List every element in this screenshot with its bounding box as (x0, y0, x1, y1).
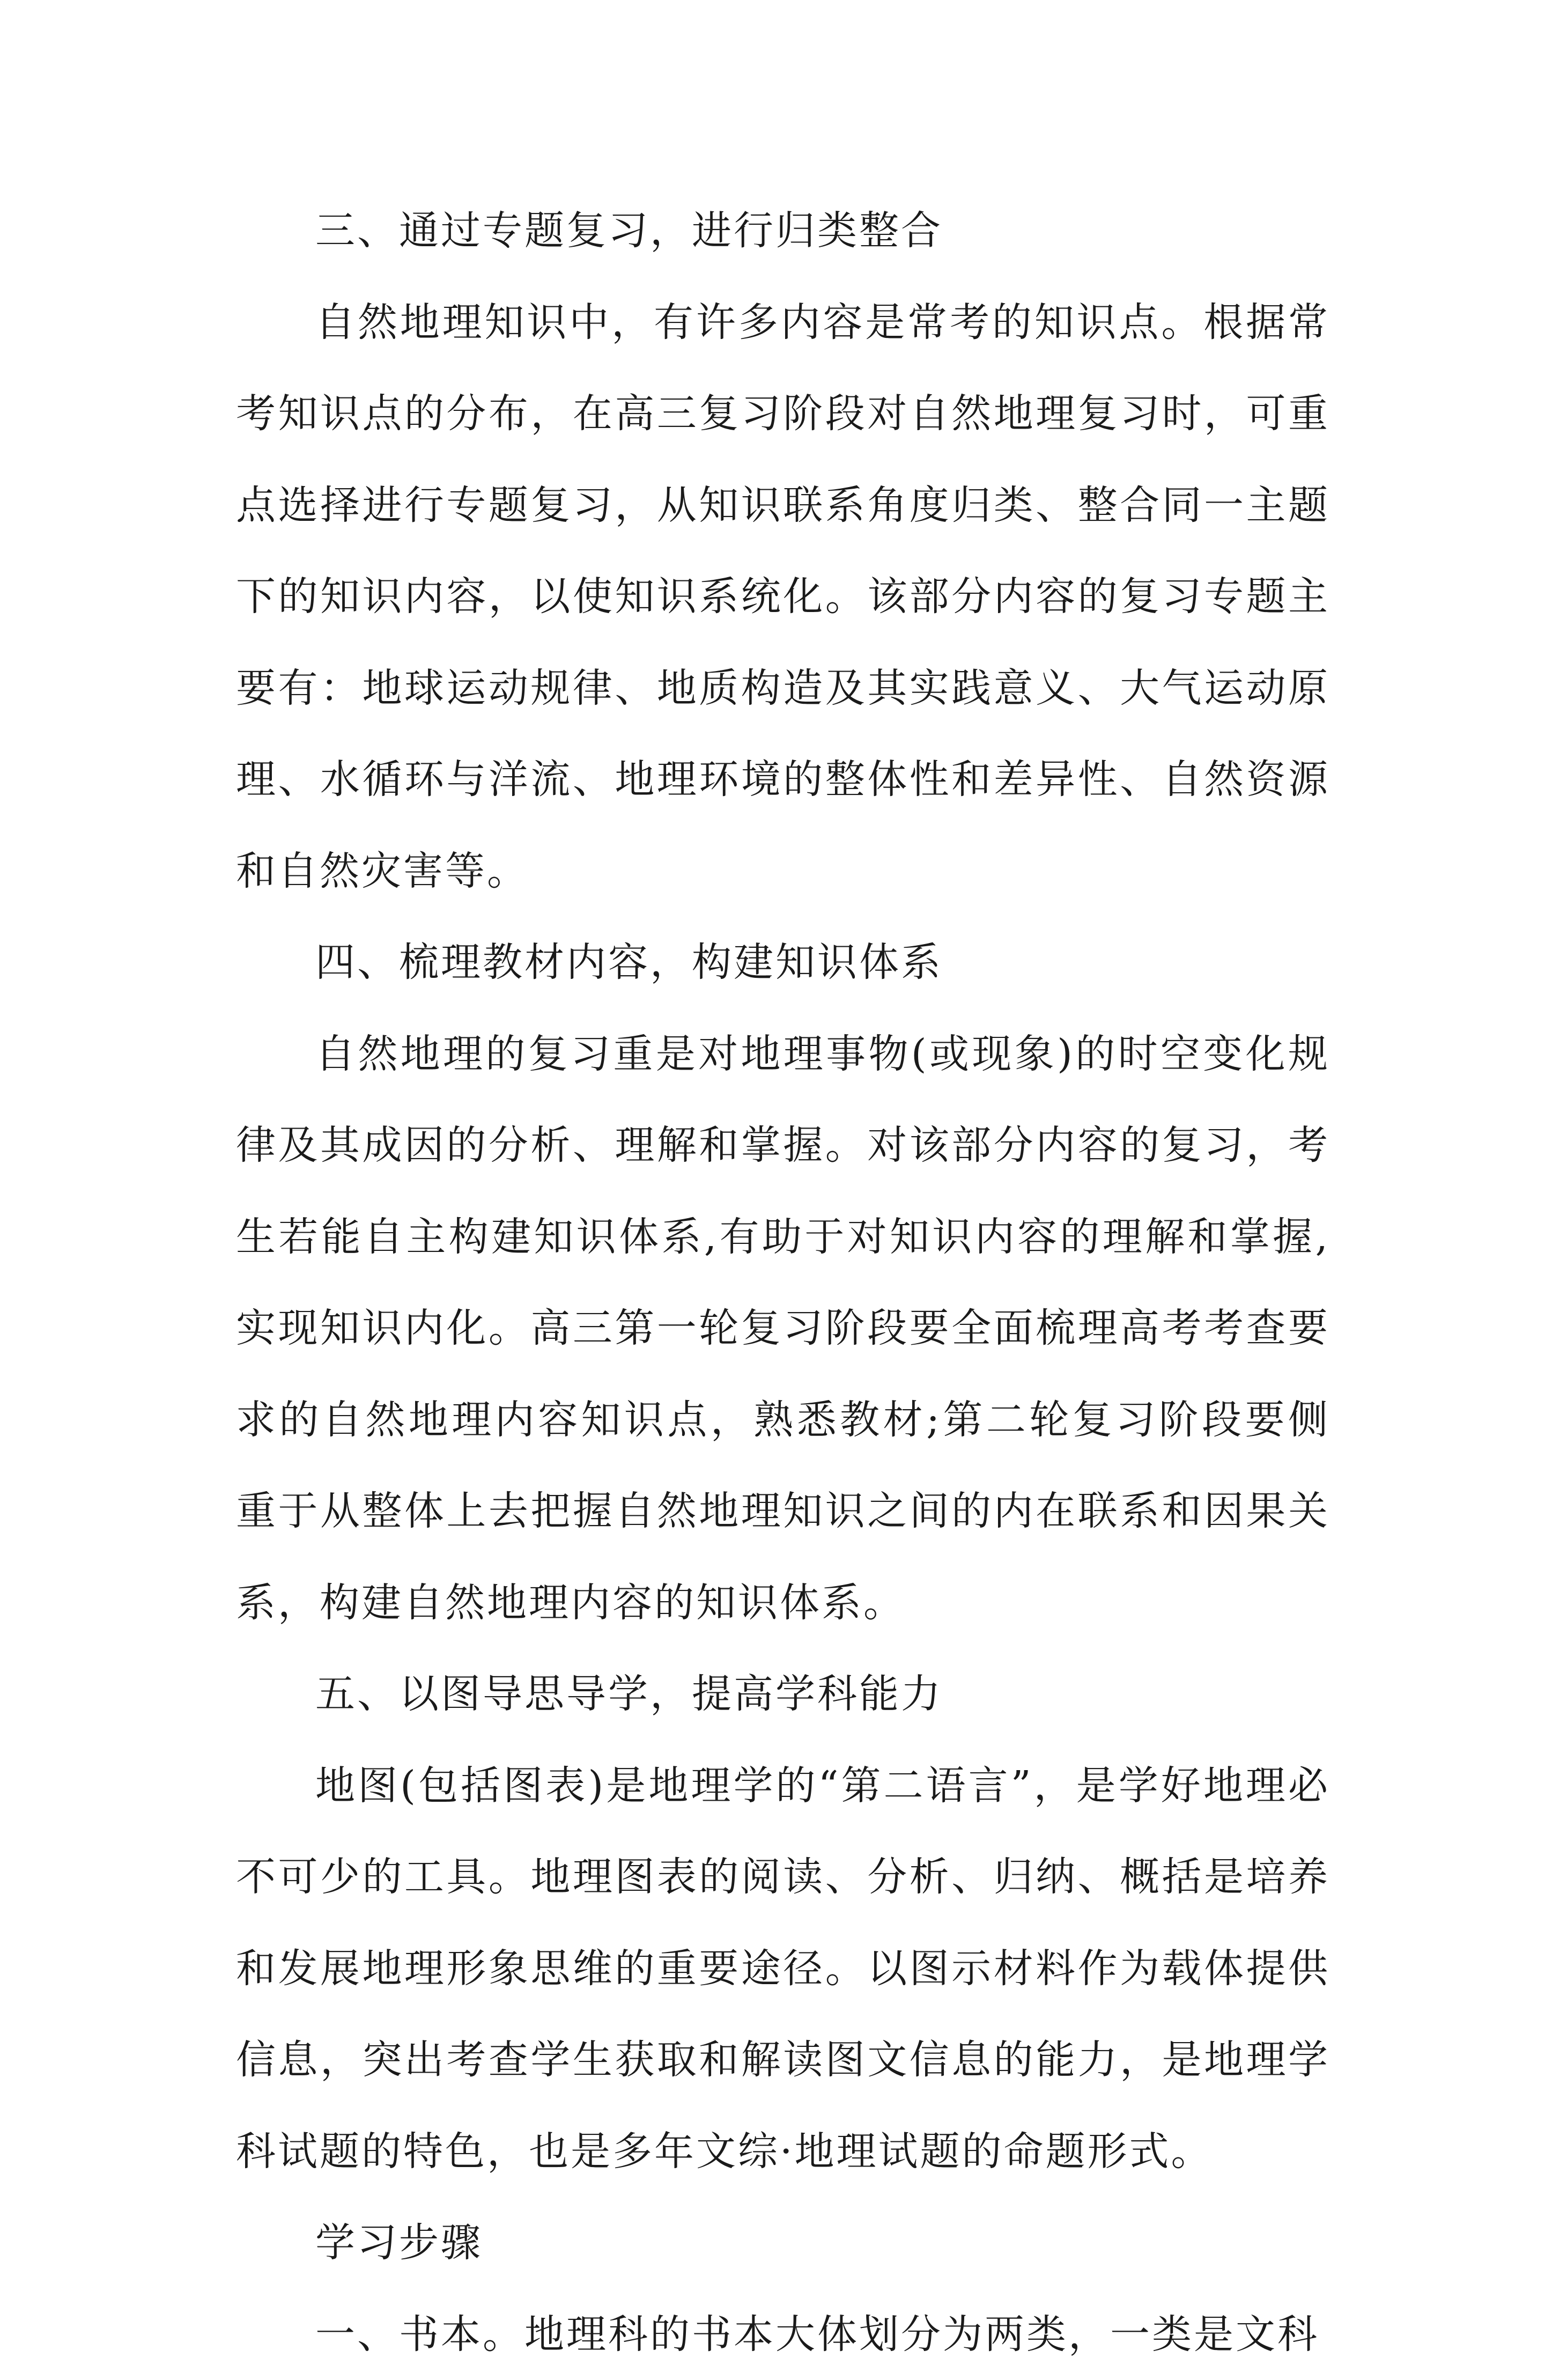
document-body (236, 185, 1330, 2380)
paragraph-maps: 地图(包括图表)是地理学的“第二语言”，是学好地理必不可少的工具。地理图表的阅读、分析、归纳、概括是培养和发展地理形象思维的重要途径。以图示材料作为载体提供信息，突出考查学生获取和解读图文信息的能力，是地理学科试题的特色，也是多年文综·地理试题的命题形式。 (236, 1740, 1330, 2198)
section-heading-study-steps: 学习步骤 (236, 2197, 1330, 2289)
paragraph-knowledge-system: 自然地理的复习重是对地理事物(或现象)的时空变化规律及其成因的分析、理解和掌握。对该部分内容的复习，考生若能自主构建知识体系,有助于对知识内容的理解和掌握,实现知识内化。高三第一轮复习阶段要全面梳理高考考查要求的自然地理内容知识点，熟悉教材;第二轮复习阶段要侧重于从整体上去把握自然地理知识之间的内在联系和因果关系，构建自然地理内容的知识体系。 (236, 1008, 1330, 1649)
section-heading-4: 四、梳理教材内容，构建知识体系 (236, 917, 1330, 1008)
paragraph-textbooks: 一、书本。地理科的书本大体划分为两类，一类是文科 (236, 2289, 1330, 2380)
section-heading-5: 五、以图导思导学，提高学科能力 (236, 1648, 1330, 1740)
section-heading-3: 三、通过专题复习，进行归类整合 (236, 185, 1330, 277)
paragraph-thematic-review: 自然地理知识中，有许多内容是常考的知识点。根据常考知识点的分布，在高三复习阶段对自然地理复习时，可重点选择进行专题复习，从知识联系角度归类、整合同一主题下的知识内容，以使知识系统化。该部分内容的复习专题主要有：地球运动规律、地质构造及其实践意义、大气运动原理、水循环与洋流、地理环境的整体性和差异性、自然资源和自然灾害等。 (236, 277, 1330, 917)
